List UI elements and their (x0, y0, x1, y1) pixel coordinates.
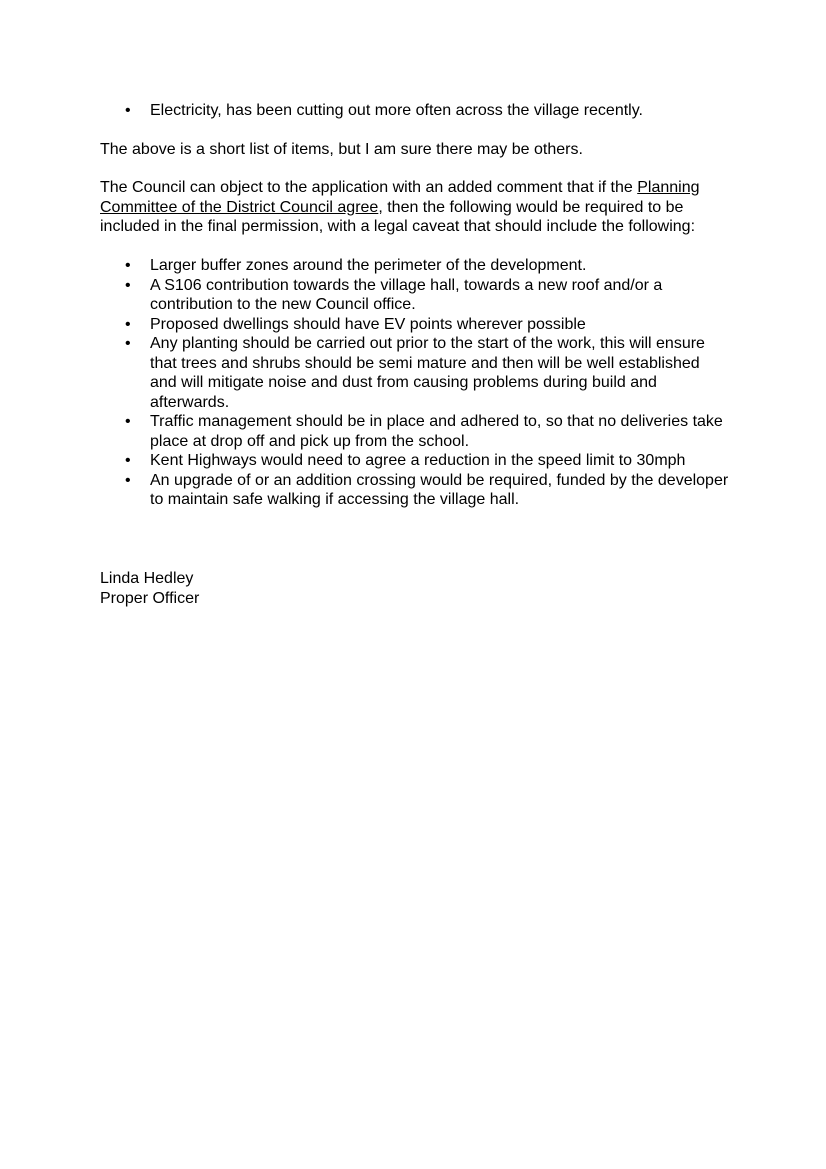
bullet-icon: • (125, 335, 131, 352)
list-item (100, 471, 730, 510)
council-paragraph-text-before: The Council can object to the application with an added comment that if the (100, 179, 638, 196)
signature-block (100, 569, 740, 608)
list-item (100, 334, 730, 412)
list-item-text: An upgrade of or an addition crossing would be required, funded by the developer to maintain safe walking if accessing the village hall. (150, 471, 729, 508)
council-paragraph-container (100, 178, 730, 237)
signatory-title: Proper Officer (100, 589, 200, 607)
bullet-icon: • (125, 413, 131, 430)
top-bullet-list (100, 101, 740, 121)
bullet-icon: • (125, 471, 131, 489)
list-item (100, 315, 730, 335)
list-item (100, 412, 730, 451)
list-item-text: Kent Highways would need to agree a reduction in the speed limit to 30mph (150, 452, 686, 469)
list-item-text: Larger buffer zones around the perimeter of the development. (150, 257, 587, 274)
bullet-icon: • (125, 102, 131, 119)
list-item (100, 276, 730, 315)
bullet-icon: • (125, 257, 131, 274)
short-list-paragraph: The above is a short list of items, but I am sure there may be others. (100, 141, 583, 158)
list-item-text: Traffic management should be in place and adhered to, so that no deliveries take place at drop off and pick up from the school. (150, 413, 723, 450)
requirements-list-container (100, 256, 730, 510)
list-item-text: A S106 contribution towards the village hall, towards a new roof and/or a contribution to the new Council office. (150, 276, 663, 313)
planning-committee-reference: Planning Committee of the District Council agree (100, 179, 700, 216)
council-paragraph-text-after: , then the following would be required to be included in the final permission, with a legal caveat that should include the following: (100, 198, 696, 235)
signatory-name: Linda Hedley (100, 570, 194, 587)
bullet-icon: • (125, 452, 131, 469)
short-list-paragraph-container (100, 140, 740, 160)
council-paragraph (100, 178, 730, 237)
requirements-list (100, 256, 730, 510)
top-bullet-list-container (100, 101, 740, 121)
bullet-icon: • (125, 315, 131, 333)
list-item-text: Proposed dwellings should have EV points wherever possible (150, 315, 586, 333)
list-item (100, 256, 730, 276)
list-item-text: Electricity, has been cutting out more often across the village recently. (150, 102, 643, 119)
list-item (100, 101, 740, 121)
list-item-text: Any planting should be carried out prior to the start of the work, this will ensure that trees and shrubs should be semi mature and then will be well established and will mitigate noise and dust from causing problems during build and afterwards. (150, 335, 705, 411)
list-item (100, 451, 730, 471)
bullet-icon: • (125, 276, 131, 294)
